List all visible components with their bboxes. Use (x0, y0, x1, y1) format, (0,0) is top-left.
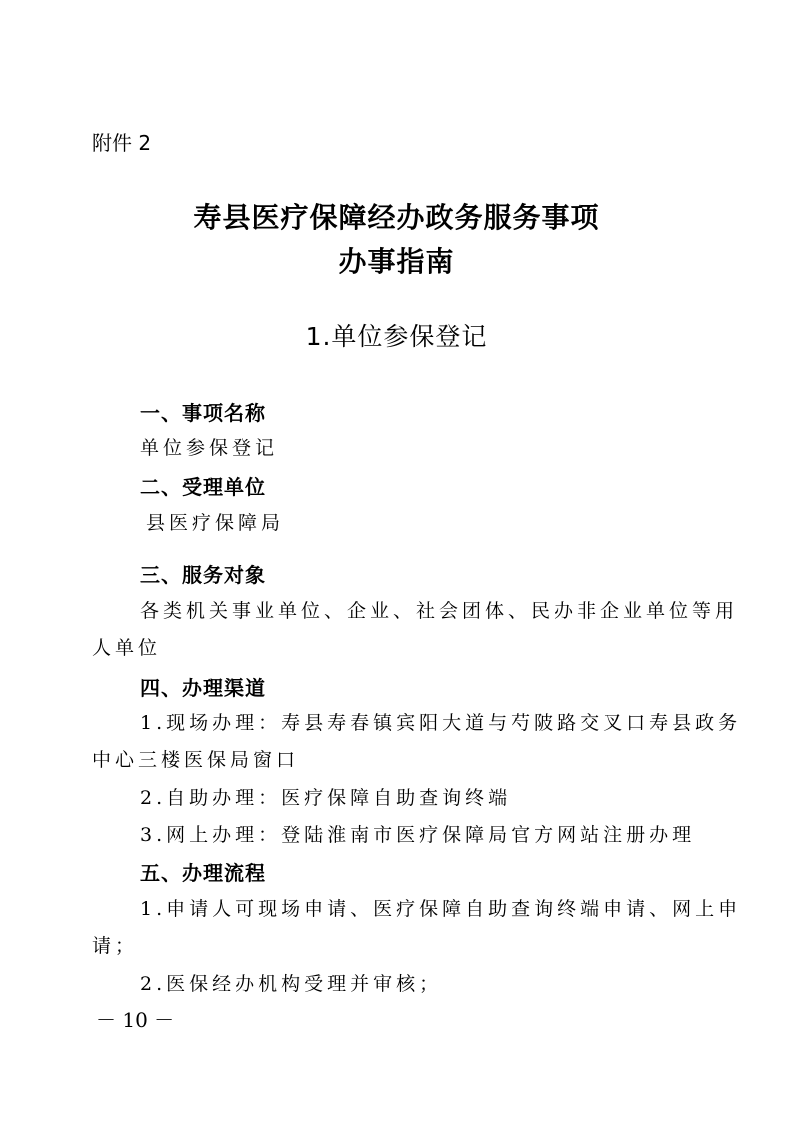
section-heading-service-target: 三、服务对象 (140, 563, 266, 587)
section-text-service-target-line1: 各类机关事业单位、企业、社会团体、民办非企业单位等用 (140, 600, 739, 622)
page-number: － 10 － (96, 1008, 175, 1032)
section-text-process-line1: 1.申请人可现场申请、医疗保障自助查询终端申请、网上申 (140, 898, 742, 920)
document-title-line2: 办事指南 (338, 245, 455, 278)
section-text-channels-line2: 中心三楼医保局窗口 (92, 749, 300, 771)
section-text-channels-line3: 2.自助办理：医疗保障自助查询终端 (140, 787, 512, 809)
attachment-label: 附件 2 (92, 131, 152, 155)
section-heading-channels: 四、办理渠道 (140, 676, 266, 700)
document-title-line1: 寿县医疗保障经办政务服务事项 (193, 201, 600, 234)
section-text-process-line3: 2.医保经办机构受理并审核； (140, 973, 443, 995)
item-title: 1.单位参保登记 (305, 322, 488, 351)
section-text-service-target-line2: 人单位 (92, 637, 162, 659)
section-heading-name: 一、事项名称 (140, 401, 266, 425)
section-text-channels-line1: 1.现场办理：寿县寿春镇宾阳大道与芍陂路交叉口寿县政务 (140, 712, 742, 734)
section-text-name: 单位参保登记 (140, 437, 279, 459)
section-heading-process: 五、办理流程 (140, 861, 266, 885)
section-heading-accepting-unit: 二、受理单位 (140, 475, 266, 499)
section-text-channels-line4: 3.网上办理：登陆淮南市医疗保障局官方网站注册办理 (140, 824, 696, 846)
section-text-process-line2: 请； (92, 935, 139, 957)
section-text-accepting-unit: 县医疗保障局 (146, 512, 285, 534)
